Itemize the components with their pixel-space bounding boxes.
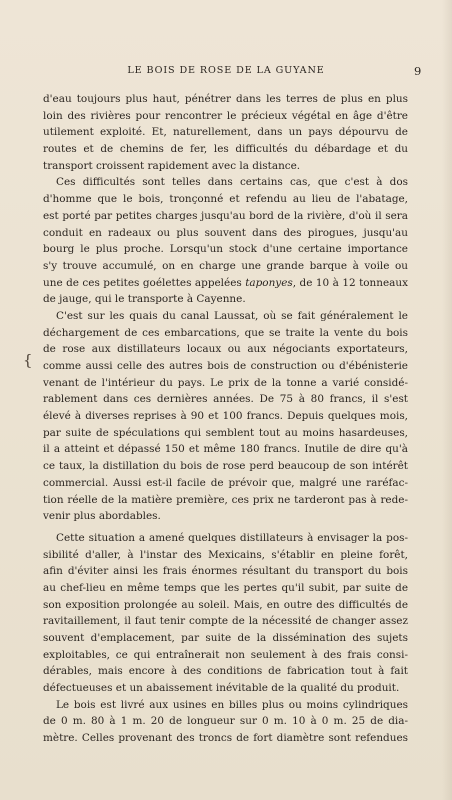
text-line: d'homme que le bois, tronçonné et refendu au lieu de l'abatage, <box>43 193 408 206</box>
text-line: tion réelle de la matière première, ces prix ne tarderont pas à rede- <box>43 493 408 506</box>
text-line: commercial. Aussi est-il facile de prévoir que, malgré une raréfac- <box>43 476 408 489</box>
text-line: son exposition prolongée au soleil. Mais, en outre des difficultés de <box>43 598 408 611</box>
running-title: LE BOIS DE ROSE DE LA GUYANE <box>127 65 325 76</box>
text-line: C'est sur les quais du canal Laussat, où se fait généralement le <box>56 309 408 322</box>
text-line: exploitables, ce qui entraînerait non seulement à des frais consi- <box>43 648 408 661</box>
running-head <box>0 64 452 78</box>
text-line: de rose aux distillateurs locaux ou aux négociants exportateurs, <box>43 343 408 356</box>
text-line: déchargement de ces embarcations, que se traite la vente du bois <box>43 326 408 339</box>
margin-bracket-mark: { <box>23 351 33 369</box>
italic-term: taponyes <box>245 276 293 289</box>
page-edge-shadow <box>442 0 452 800</box>
text-line: rablement dans ces dernières années. De 75 à 80 francs, il s'est <box>43 393 408 406</box>
text-line: de 0 m. 80 à 1 m. 20 de longueur sur 0 m. 10 à 0 m. 25 de dia- <box>43 715 408 728</box>
text-line: mètre. Celles provenant des troncs de fort diamètre sont refendues <box>43 732 408 745</box>
text-line: conduit en radeaux ou plus souvent dans des pirogues, jusqu'au <box>43 226 408 239</box>
text-line: bourg le plus proche. Lorsqu'un stock d'une certaine importance <box>43 243 408 256</box>
text-line: s'y trouve accumulé, on en charge une grande barque à voile ou <box>43 259 408 272</box>
page-number: 9 <box>414 64 422 78</box>
text-line: Le bois est livré aux usines en billes plus ou moins cylindriques <box>56 698 408 711</box>
text-line: venant de l'intérieur du pays. Le prix de la tonne a varié considé- <box>43 376 408 389</box>
text-line: souvent d'emplacement, par suite de la dissémination des sujets <box>43 632 408 644</box>
text-line: défectueuses et un abaissement inévitable de la qualité du produit. <box>43 682 400 695</box>
text-line: routes et de chemins de fer, les difficultés du débardage et du <box>43 143 408 156</box>
text-line: Cette situation a amené quelques distillateurs à envisager la pos- <box>56 531 408 544</box>
text-line: une de ces petites goélettes appelées taponyes, de 10 à 12 tonneaux <box>43 276 408 289</box>
text-line: il a atteint et dépassé 150 et même 180 francs. Inutile de dire qu'à <box>43 443 408 456</box>
text-line: d'eau toujours plus haut, pénétrer dans les terres de plus en plus <box>43 93 408 105</box>
text-line: est porté par petites charges jusqu'au bord de la rivière, d'où il sera <box>43 209 408 222</box>
body-text <box>43 91 408 747</box>
text-line: de jauge, qui le transporte à Cayenne. <box>43 293 246 306</box>
text-line: comme aussi celle des autres bois de construction ou d'ébénisterie <box>43 360 408 372</box>
text-line: loin des rivières pour rencontrer le précieux végétal en âge d'être <box>43 109 408 122</box>
text-line: par suite de spéculations qui semblent tout au moins hasardeuses, <box>43 426 408 439</box>
text-line: Ces difficultés sont telles dans certains cas, que c'est à dos <box>56 176 408 189</box>
text-line: ce taux, la distillation du bois de rose perd beaucoup de son intérêt <box>43 460 408 473</box>
text-line: venir plus abordables. <box>43 510 161 523</box>
text-line: au chef-lieu en même temps que les pertes qu'il subit, par suite de <box>43 581 408 594</box>
text-line: transport croissent rapidement avec la distance. <box>43 159 301 172</box>
text-line: ravitaillement, il faut tenir compte de la nécessité de changer assez <box>43 615 408 628</box>
text-line: dérables, mais encore à des conditions de fabrication tout à fait <box>43 665 408 678</box>
text-line: utilement exploité. Et, naturellement, dans un pays dépourvu de <box>43 126 408 139</box>
text-line: élevé à diverses reprises à 90 et 100 francs. Depuis quelques mois, <box>43 410 408 423</box>
text-line: afin d'éviter ainsi les frais énormes résultant du transport du bois <box>43 565 408 578</box>
text-line: sibilité d'aller, à l'instar des Mexicains, s'établir en pleine forêt, <box>43 548 408 561</box>
